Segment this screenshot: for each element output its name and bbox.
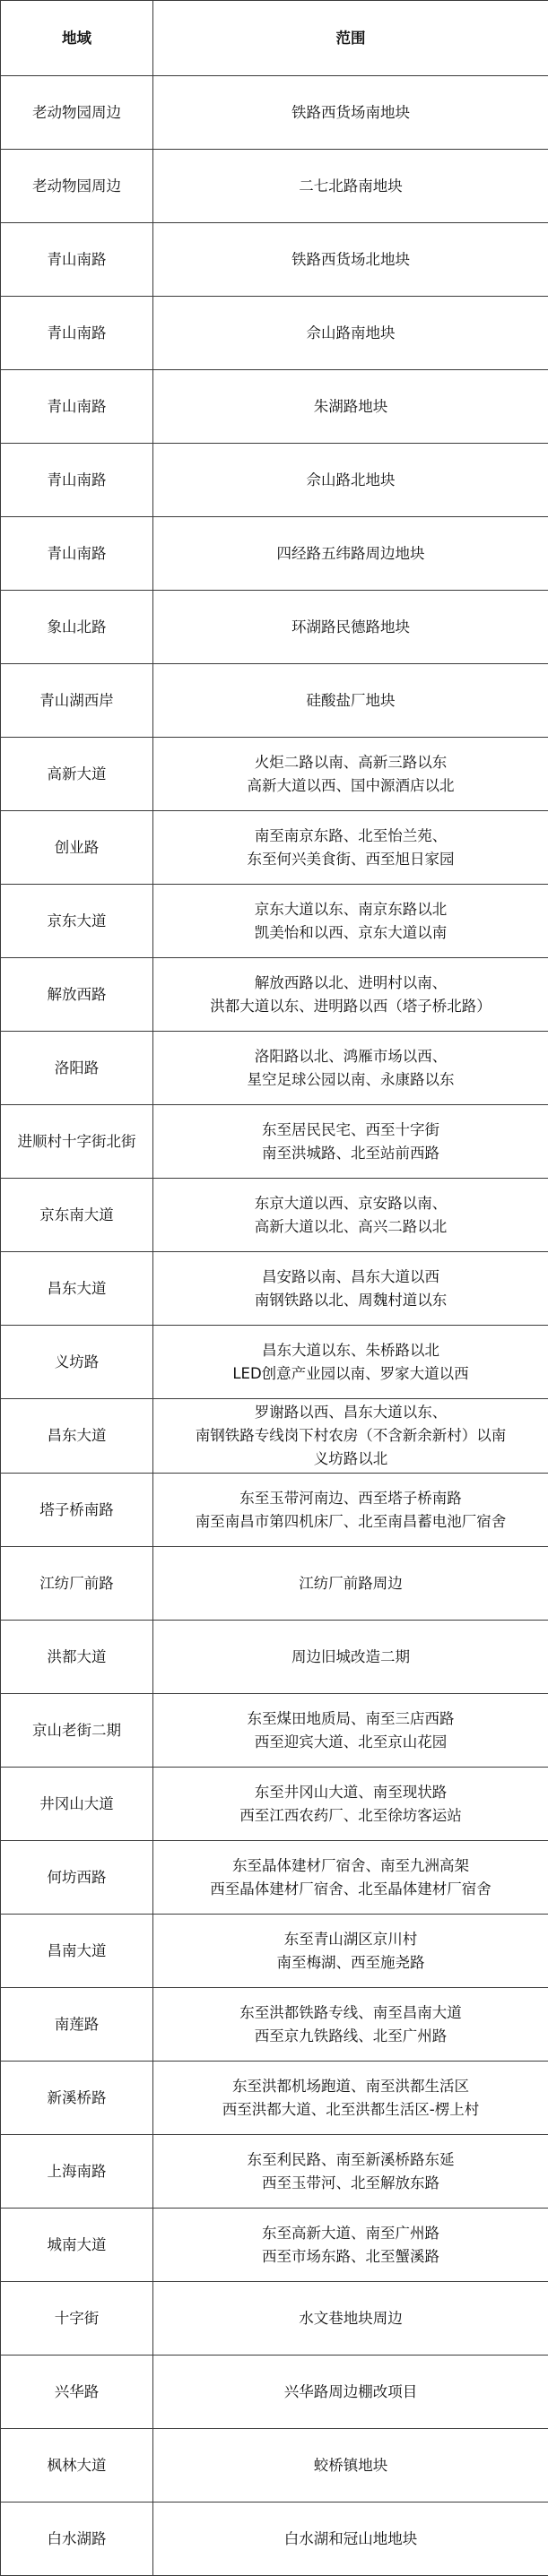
table-row [1,2209,548,2282]
table-row [1,1988,548,2062]
scope-line: 东至高新大道、南至广州路 [157,2222,544,2245]
scope-line: 东至何兴美食街、西至旭日家园 [157,848,544,871]
scope-line: 义坊路以北 [157,1448,544,1471]
region-cell: 上海南路 [1,2135,153,2209]
region-cell: 青山南路 [1,444,153,517]
table-row [1,444,548,517]
scope-cell [153,1326,548,1399]
scope-cell [153,2135,548,2209]
table-row [1,2503,548,2576]
scope-line: 南至南京东路、北至怡兰苑、 [157,825,544,848]
table-row [1,1768,548,1841]
scope-line: 西至迎宾大道、北至京山花园 [157,1731,544,1754]
region-cell: 枫林大道 [1,2429,153,2503]
region-cell: 解放西路 [1,958,153,1032]
region-cell: 兴华路 [1,2356,153,2429]
table-header-row [1,1,548,76]
region-cell: 京山老街二期 [1,1694,153,1768]
table-row [1,664,548,738]
region-cell: 南莲路 [1,1988,153,2062]
scope-line: 东至玉带河南边、西至塔子桥南路 [157,1487,544,1510]
table-body [1,76,548,2576]
table-row [1,2062,548,2135]
region-cell: 高新大道 [1,738,153,811]
table-row [1,2429,548,2503]
scope-cell [153,1252,548,1326]
region-cell: 京东南大道 [1,1179,153,1252]
scope-cell [153,2062,548,2135]
scope-line: 洛阳路以北、鸿雁市场以西、 [157,1045,544,1068]
scope-line: 东至利民路、南至新溪桥路东延 [157,2148,544,2172]
table-row [1,1179,548,1252]
scope-cell [153,76,548,150]
scope-line: 江纺厂前路周边 [157,1572,544,1595]
scope-line: 南至南昌市第四机床厂、北至南昌蓄电池厂宿舍 [157,1510,544,1534]
scope-cell [153,1841,548,1915]
scope-line: 西至洪都大道、北至洪都生活区-楞上村 [157,2098,544,2122]
scope-cell [153,2503,548,2576]
scope-line: 硅酸盐厂地块 [157,689,544,713]
scope-line: 东至晶体建材厂宿舍、南至九洲高架 [157,1854,544,1878]
region-cell: 白水湖路 [1,2503,153,2576]
scope-line: 四经路五纬路周边地块 [157,542,544,566]
scope-line: 铁路西货场南地块 [157,101,544,125]
scope-line: 周边旧城改造二期 [157,1646,544,1669]
scope-line: 东至井冈山大道、南至现状路 [157,1781,544,1804]
scope-line: 凯美怡和以西、京东大道以南 [157,921,544,945]
region-cell: 洛阳路 [1,1032,153,1105]
table-row [1,1621,548,1694]
region-cell: 青山南路 [1,297,153,370]
scope-cell [153,1547,548,1621]
scope-line: 白水湖和冠山地地块 [157,2528,544,2551]
table-row [1,370,548,444]
region-cell: 老动物园周边 [1,76,153,150]
region-cell: 洪都大道 [1,1621,153,1694]
table-row [1,1032,548,1105]
region-cell: 井冈山大道 [1,1768,153,1841]
scope-line: 高新大道以西、国中源酒店以北 [157,774,544,798]
table-row [1,76,548,150]
scope-line: 兴华路周边棚改项目 [157,2381,544,2404]
scope-line: 洪都大道以东、进明路以西（塔子桥北路） [157,995,544,1018]
scope-line: 星空足球公园以南、永康路以东 [157,1068,544,1092]
region-cell: 青山南路 [1,370,153,444]
table-row [1,1326,548,1399]
scope-cell [153,1105,548,1179]
region-cell: 何坊西路 [1,1841,153,1915]
region-cell: 昌南大道 [1,1915,153,1988]
region-cell: 进顺村十字街北街 [1,1105,153,1179]
region-cell: 老动物园周边 [1,150,153,223]
scope-cell [153,2429,548,2503]
scope-line: 东京大道以西、京安路以南、 [157,1192,544,1215]
table-row [1,1547,548,1621]
scope-cell [153,2282,548,2356]
region-cell: 青山湖西岸 [1,664,153,738]
scope-cell [153,1694,548,1768]
scope-line: 二七北路南地块 [157,175,544,198]
scope-cell [153,591,548,664]
scope-line: 解放西路以北、进明村以南、 [157,972,544,995]
table-row [1,811,548,885]
scope-line: 东至居民民宅、西至十字街 [157,1119,544,1142]
table-row [1,2282,548,2356]
region-cell: 昌东大道 [1,1252,153,1326]
scope-cell [153,150,548,223]
scope-line: 南钢铁路专线岗下村农房（不含新余新村）以南 [157,1424,544,1448]
region-cell: 创业路 [1,811,153,885]
scope-cell [153,297,548,370]
table-row [1,1841,548,1915]
scope-line: 环湖路民德路地块 [157,616,544,639]
region-cell: 新溪桥路 [1,2062,153,2135]
scope-line: 昌东大道以东、朱桥路以北 [157,1339,544,1362]
table-row [1,1252,548,1326]
table-row [1,2356,548,2429]
scope-line: 佘山路北地块 [157,469,544,492]
scope-cell [153,370,548,444]
table-row [1,150,548,223]
region-cell: 江纺厂前路 [1,1547,153,1621]
table-row [1,1915,548,1988]
header-scope: 范围 [153,1,548,76]
scope-line: 高新大道以北、高兴二路以北 [157,1215,544,1239]
scope-line: 佘山路南地块 [157,322,544,345]
scope-cell [153,1179,548,1252]
table-row [1,517,548,591]
scope-line: 南至洪城路、北至站前西路 [157,1142,544,1165]
table-row [1,1105,548,1179]
region-cell: 昌东大道 [1,1399,153,1474]
scope-cell [153,2209,548,2282]
scope-line: 南钢铁路以北、周魏村道以东 [157,1289,544,1312]
region-cell: 青山南路 [1,517,153,591]
scope-line: 东至洪都铁路专线、南至昌南大道 [157,2001,544,2025]
scope-line: 水文巷地块周边 [157,2307,544,2330]
region-cell: 义坊路 [1,1326,153,1399]
table-row [1,2135,548,2209]
scope-line: 东至青山湖区京川村 [157,1928,544,1951]
scope-line: 蛟桥镇地块 [157,2454,544,2477]
table-row [1,591,548,664]
scope-cell [153,1988,548,2062]
scope-cell [153,738,548,811]
scope-line: 东至洪都机场跑道、南至洪都生活区 [157,2075,544,2098]
table-row [1,885,548,958]
scope-cell [153,811,548,885]
scope-cell [153,1915,548,1988]
scope-line: 铁路西货场北地块 [157,248,544,272]
region-cell: 京东大道 [1,885,153,958]
scope-cell [153,444,548,517]
scope-cell [153,223,548,297]
scope-line: 火炬二路以南、高新三路以东 [157,751,544,774]
table-row [1,738,548,811]
table-row [1,958,548,1032]
scope-line: 西至市场东路、北至蟹溪路 [157,2245,544,2269]
scope-line: 罗谢路以西、昌东大道以东、 [157,1401,544,1424]
region-cell: 青山南路 [1,223,153,297]
scope-cell [153,2356,548,2429]
header-region: 地域 [1,1,153,76]
scope-cell [153,664,548,738]
scope-line: 南至梅湖、西至施尧路 [157,1951,544,1975]
scope-line: LED创意产业园以南、罗家大道以西 [157,1362,544,1386]
scope-line: 西至江西农药厂、北至徐坊客运站 [157,1804,544,1828]
table-row [1,1694,548,1768]
scope-line: 东至煤田地质局、南至三店西路 [157,1707,544,1731]
scope-cell [153,1399,548,1474]
scope-cell [153,1032,548,1105]
region-cell: 塔子桥南路 [1,1474,153,1547]
scope-line: 西至玉带河、北至解放东路 [157,2172,544,2195]
region-cell: 城南大道 [1,2209,153,2282]
table-row [1,1474,548,1547]
scope-cell [153,958,548,1032]
table-row [1,1399,548,1474]
scope-cell [153,1768,548,1841]
scope-cell [153,885,548,958]
table-row [1,223,548,297]
scope-line: 西至晶体建材厂宿舍、北至晶体建材厂宿舍 [157,1878,544,1901]
region-cell: 象山北路 [1,591,153,664]
scope-cell [153,517,548,591]
scope-line: 昌安路以南、昌东大道以西 [157,1266,544,1289]
scope-line: 京东大道以东、南京东路以北 [157,898,544,921]
table-row [1,297,548,370]
scope-cell [153,1621,548,1694]
scope-line: 西至京九铁路线、北至广州路 [157,2025,544,2048]
scope-cell [153,1474,548,1547]
region-cell: 十字街 [1,2282,153,2356]
scope-line: 朱湖路地块 [157,395,544,419]
